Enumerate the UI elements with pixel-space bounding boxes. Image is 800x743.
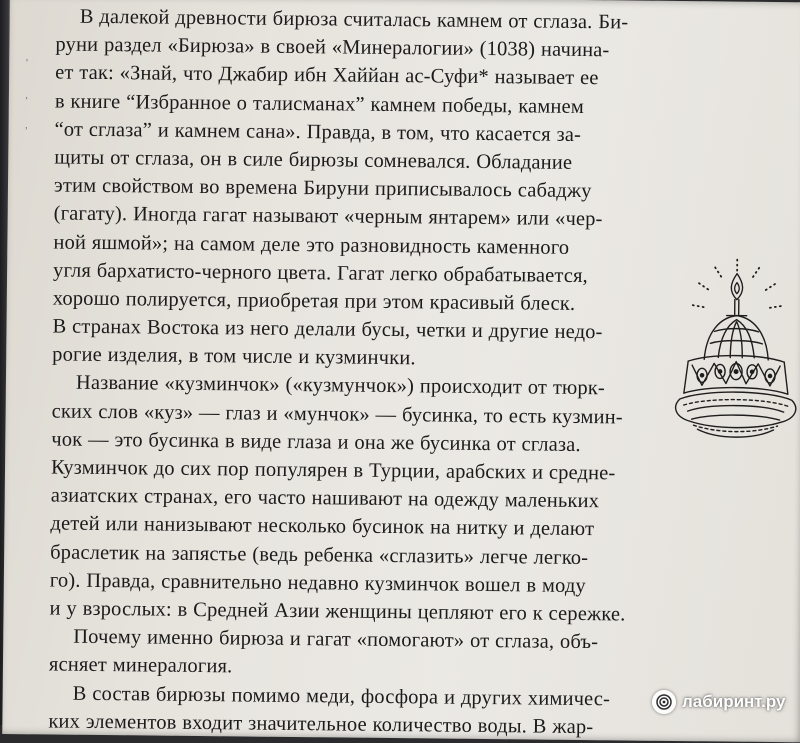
text-line: азиатских странах, его часто нашивают на одежду маленьких <box>50 484 600 513</box>
margin-mark: ‚ <box>25 52 29 64</box>
text-line: Название «кузминчок» («кузмунчок») происходит от тюрк- <box>75 372 606 400</box>
text-line: этим свойством во времена Бируни приписывалось сабаджу <box>53 174 592 203</box>
text-line: ной яшмой»; на самом деле это разновидность каменного <box>53 230 570 259</box>
text-line: В состав бирюзы помимо меди, фосфора и других химичес- <box>72 682 611 710</box>
text-line: “от сглаза” и камнем сана». Правда, в том, что касается за- <box>54 118 582 146</box>
text-line: браслетик на запястье (ведь ребенка «сглазить» легче легко- <box>50 541 589 569</box>
text-line: го). Правда, сравнительно недавно кузминчок вошел в моду <box>49 569 587 597</box>
text-line: ских слов «куз» — глаз и «мунчок» — бусинка, то есть кузмин- <box>51 400 623 429</box>
text-line: в книге “Избранное о талисманах” камнем победы, камнем <box>54 90 585 118</box>
text-line: щиты от сглаза, он в силе бирюзы сомневался. Обладание <box>54 146 573 174</box>
margin-mark: ‚ <box>24 90 29 102</box>
text-line: угля бархатисто-черного цвета. Гагат легко обрабатывается, <box>52 259 589 287</box>
text-line: ясняет минералогия. <box>48 653 233 678</box>
book-page <box>2 0 800 742</box>
text-line: В далекой древности бирюза считалась камнем от сглаза. Би- <box>79 5 629 34</box>
ornamental-crown-icon <box>673 253 800 454</box>
text-line: и у взрослых: в Средней Азии женщины цепляют его к сережке. <box>49 597 626 626</box>
labirint-watermark <box>652 686 785 718</box>
text-line: Почему именно бирюза и гагат «помогают» от сглаза, объ- <box>73 625 599 654</box>
text-line: детей или нанизывают несколько бусинок на нитку и делают <box>50 512 595 541</box>
labirint-logo-icon <box>652 690 676 714</box>
text-line: чок — это бусинка в виде глаза и она же бусинка от сглаза. <box>51 428 581 456</box>
page-body-text <box>48 2 668 741</box>
text-line: Кузминчок до сих пор популярен в Турции, арабских и средне- <box>50 456 616 485</box>
text-line: ких элементов входит значительное количество воды. В жар- <box>48 710 594 738</box>
text-line: руни раздел «Бирюза» в своей «Минералогии» (1038) начина- <box>55 33 610 62</box>
text-line: ет так: «Знай, что Джабир ибн Хаййан ас-Суфи* называет ее <box>55 61 599 90</box>
text-line: (гагату). Иногда гагат называют «черным янтарем» или «чер- <box>53 202 603 231</box>
watermark-text: лабиринт.ру <box>682 692 786 711</box>
text-line: В странах Востока из него делали бусы, четки и другие недо- <box>52 315 603 344</box>
margin-mark: ‚ <box>24 120 29 132</box>
text-line: рогие изделия, в том числе и кузминчки. <box>52 343 416 370</box>
text-line: хорошо полируется, приобретая при этом красивый блеск. <box>52 287 576 315</box>
